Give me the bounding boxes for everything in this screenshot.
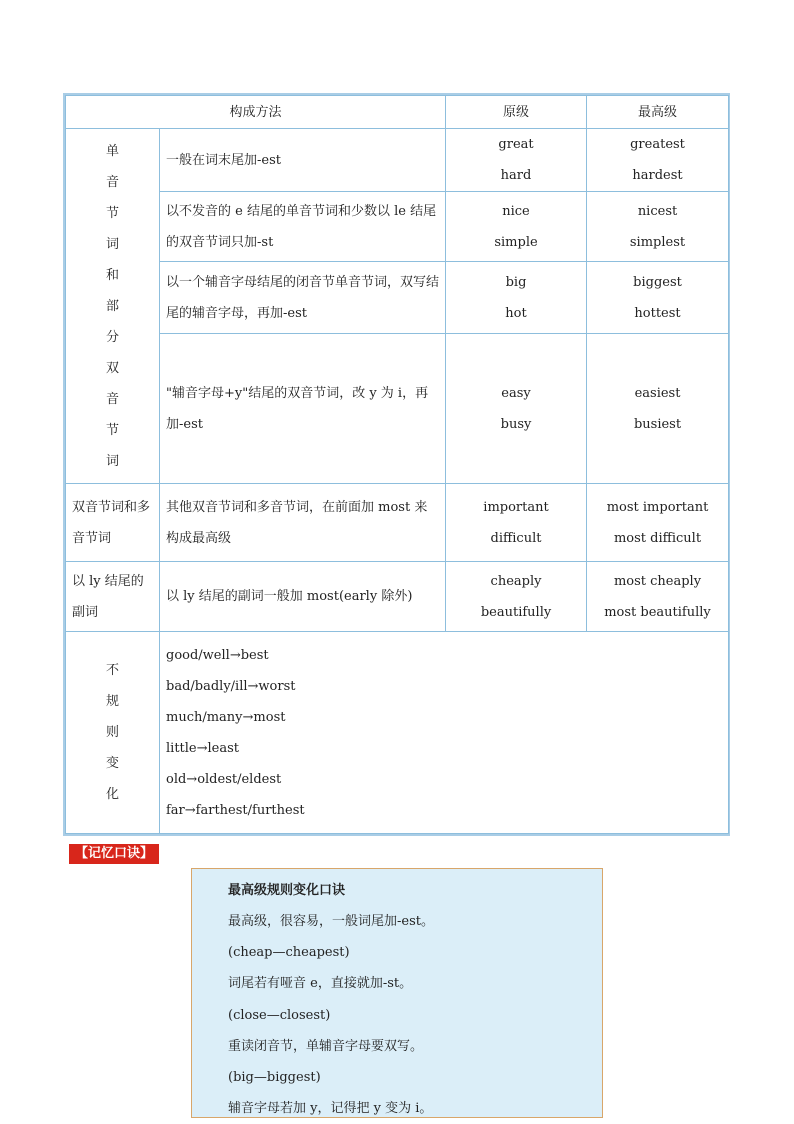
label-char: 音 — [105, 391, 119, 407]
memory-tip-line: (big—biggest) — [228, 1070, 321, 1086]
superlative-word: greatest — [630, 137, 685, 152]
base-word: hot — [505, 305, 527, 321]
superlative-word: hottest — [634, 305, 681, 321]
label-char: 双 — [105, 360, 119, 376]
base-word: cheaply — [490, 573, 542, 589]
memory-tip-tag: 【记忆口诀】 — [69, 844, 159, 864]
superlative-cell — [587, 129, 729, 192]
superlative-word: biggest — [633, 274, 682, 290]
group-label-ly-adverbs: 以 ly 结尾的副词 — [66, 562, 160, 632]
label-char: 音 — [105, 174, 119, 190]
method-cell: "辅音字母+y"结尾的双音节词，改 y 为 i，再加-est — [160, 334, 446, 484]
superlative-word: most beautifully — [604, 604, 711, 620]
memory-tip-line: (close—closest) — [228, 1007, 331, 1023]
method-cell: 其他双音节词和多音节词，在前面加 most 来构成最高级 — [160, 484, 446, 562]
base-word: hard — [500, 168, 532, 183]
header-superlative: 最高级 — [587, 96, 729, 129]
table-row-irregular — [66, 632, 729, 834]
label-char: 单 — [105, 143, 119, 159]
label-char: 化 — [105, 787, 119, 802]
base-cell — [446, 262, 587, 334]
irregular-forms-cell — [160, 632, 729, 834]
method-cell: 以一个辅音字母结尾的闭音节单音节词，双写结尾的辅音字母，再加-est — [160, 262, 446, 334]
label-char: 部 — [105, 298, 119, 314]
superlative-word: easiest — [634, 385, 681, 401]
header-base: 原级 — [446, 96, 587, 129]
base-word: difficult — [490, 530, 542, 546]
method-cell: 一般在词末尾加-est — [160, 129, 446, 192]
header-method: 构成方法 — [66, 96, 446, 129]
superlative-cell — [587, 562, 729, 632]
base-word: beautifully — [480, 604, 552, 620]
base-word: nice — [502, 203, 530, 219]
group-label-irregular — [66, 632, 160, 834]
group-label-multi-syllable: 双音节词和多音节词 — [66, 484, 160, 562]
irregular-item: much/many→most — [166, 709, 286, 725]
table-row — [66, 192, 729, 262]
label-char: 则 — [105, 725, 119, 740]
superlative-word: most cheaply — [613, 573, 702, 589]
label-char: 词 — [105, 453, 119, 469]
irregular-item: good/well→best — [166, 647, 269, 663]
label-char: 节 — [105, 205, 119, 221]
superlative-word: simplest — [629, 234, 686, 250]
memory-tip-line: 辅音字母若加 y，记得把 y 变为 i。 — [228, 1101, 433, 1117]
method-cell: 以 ly 结尾的副词一般加 most(early 除外) — [160, 562, 446, 632]
superlative-cell — [587, 484, 729, 562]
label-char: 分 — [105, 329, 119, 345]
superlative-word: nicest — [637, 203, 678, 219]
base-word: simple — [494, 234, 538, 250]
irregular-item: little→least — [166, 740, 240, 756]
base-word: busy — [500, 416, 532, 432]
table-row — [66, 262, 729, 334]
base-cell — [446, 484, 587, 562]
label-char: 词 — [105, 236, 119, 252]
base-word: easy — [501, 385, 531, 401]
label-char: 规 — [105, 694, 119, 709]
table-row — [66, 334, 729, 484]
irregular-item: old→oldest/eldest — [166, 771, 282, 787]
base-word: big — [505, 274, 527, 290]
label-char: 变 — [105, 756, 119, 771]
memory-tip-title: 最高级规则变化口诀 — [228, 883, 346, 898]
label-char: 节 — [105, 422, 119, 438]
superlative-cell — [587, 262, 729, 334]
superlative-word: most important — [606, 499, 709, 515]
irregular-item: bad/badly/ill→worst — [166, 678, 296, 694]
base-cell — [446, 334, 587, 484]
superlative-cell — [587, 334, 729, 484]
superlative-word: hardest — [632, 168, 683, 183]
superlative-word: most difficult — [613, 530, 702, 546]
memory-tip-line: (cheap—cheapest) — [228, 945, 350, 961]
base-cell — [446, 129, 587, 192]
table-row — [66, 562, 729, 632]
table-row — [66, 129, 729, 192]
superlative-word: busiest — [633, 416, 682, 432]
label-char: 不 — [105, 663, 119, 678]
label-char: 和 — [105, 267, 119, 283]
memory-tip-box — [191, 868, 603, 1118]
base-cell — [446, 192, 587, 262]
base-word: great — [498, 137, 534, 152]
table-header-row — [66, 96, 729, 129]
superlative-cell — [587, 192, 729, 262]
table-row — [66, 484, 729, 562]
irregular-item: far→farthest/furthest — [166, 802, 305, 818]
base-cell — [446, 562, 587, 632]
group-label-single-syllable — [66, 129, 160, 484]
memory-tip-line: 词尾若有哑音 e，直接就加-st。 — [228, 976, 413, 992]
memory-tip-line: 重读闭音节，单辅音字母要双写。 — [228, 1038, 424, 1054]
superlative-rules-table — [63, 93, 730, 836]
memory-tip-line: 最高级，很容易，一般词尾加-est。 — [228, 914, 434, 929]
method-cell: 以不发音的 e 结尾的单音节词和少数以 le 结尾的双音节词只加-st — [160, 192, 446, 262]
base-word: important — [483, 499, 549, 515]
